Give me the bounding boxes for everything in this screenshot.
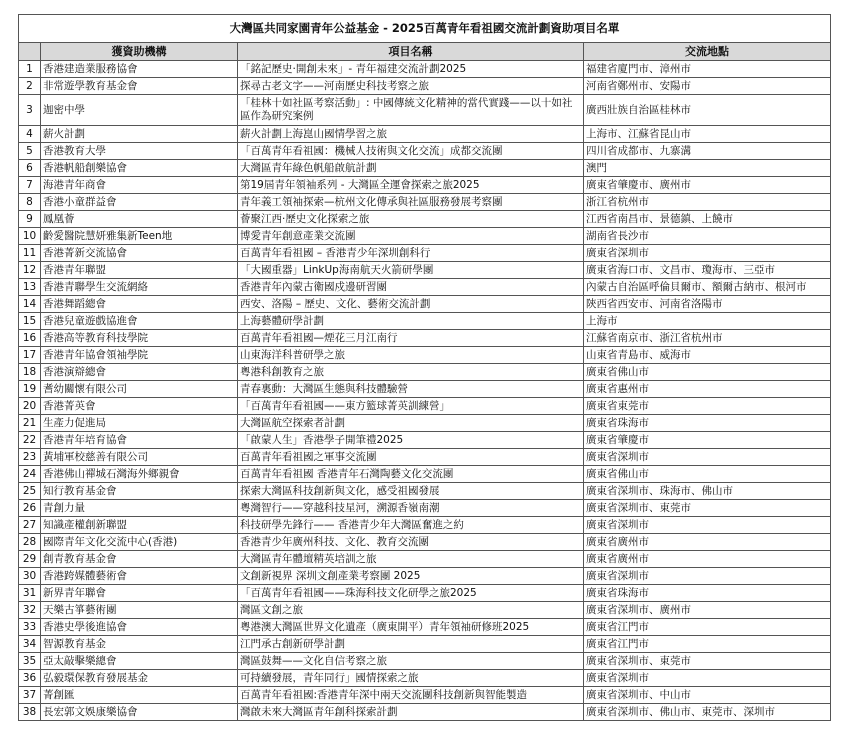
row-org: 香港史學後進協會 — [41, 619, 238, 636]
row-org: 國際青年文化交流中心(香港) — [41, 534, 238, 551]
row-place: 上海市 — [584, 313, 831, 330]
row-place: 廣東省深圳市 — [584, 449, 831, 466]
table-row — [19, 126, 831, 143]
row-project: 灣啟未來大灣區青年創科探索計劃 — [238, 704, 584, 721]
table-row — [19, 670, 831, 687]
table-row — [19, 364, 831, 381]
row-number: 20 — [19, 398, 41, 415]
row-number: 30 — [19, 568, 41, 585]
table-row — [19, 415, 831, 432]
row-org: 生產力促進局 — [41, 415, 238, 432]
table-row — [19, 61, 831, 78]
row-place: 廣東省東莞市 — [584, 398, 831, 415]
row-place: 廣東省海口市、文昌市、瓊海市、三亞市 — [584, 262, 831, 279]
header-place: 交流地點 — [584, 43, 831, 61]
row-project: 大灣區青年體壇精英培訓之旅 — [238, 551, 584, 568]
row-number: 6 — [19, 160, 41, 177]
row-org: 香港建造業服務協會 — [41, 61, 238, 78]
row-place: 廣東省佛山市 — [584, 466, 831, 483]
row-project: 「桂林十如社區考察活動」: 中國傳統文化精神的當代實踐——以十如社區作為研究案例 — [238, 95, 584, 126]
row-org: 薪火計劃 — [41, 126, 238, 143]
row-project: 香港青少年廣州科技、文化、教育交流團 — [238, 534, 584, 551]
row-org: 香港演辯總會 — [41, 364, 238, 381]
row-number: 12 — [19, 262, 41, 279]
table-row — [19, 483, 831, 500]
row-number: 3 — [19, 95, 41, 126]
row-org: 香港兒童遊戲協進會 — [41, 313, 238, 330]
row-org: 香港青年協會領袖學院 — [41, 347, 238, 364]
row-org: 香港舞蹈總會 — [41, 296, 238, 313]
row-number: 38 — [19, 704, 41, 721]
row-project: 山東海洋科普研學之旅 — [238, 347, 584, 364]
table-row — [19, 704, 831, 721]
row-place: 廣東省廣州市 — [584, 551, 831, 568]
row-number: 21 — [19, 415, 41, 432]
row-project: 「百萬青年看祖國——東方籃球菁英訓練營」 — [238, 398, 584, 415]
row-project: 「百萬青年看祖國——珠海科技文化研學之旅2025 — [238, 585, 584, 602]
funding-table — [18, 14, 831, 721]
row-project: 百萬青年看祖國:香港青年深中兩天交流團科技創新與智能製造 — [238, 687, 584, 704]
row-place: 江西省南昌市、景德鎮、上饒市 — [584, 211, 831, 228]
row-org: 知行教育基金會 — [41, 483, 238, 500]
row-place: 廣東省深圳市、東莞市 — [584, 500, 831, 517]
row-place: 廣東省珠海市 — [584, 585, 831, 602]
row-org: 香港教育大學 — [41, 143, 238, 160]
row-number: 11 — [19, 245, 41, 262]
row-number: 34 — [19, 636, 41, 653]
row-number: 36 — [19, 670, 41, 687]
table-row — [19, 279, 831, 296]
row-project: 粵灣智行——穿越科技星河，溯源香嶺南潮 — [238, 500, 584, 517]
row-org: 香港佛山禪城石灣海外鄉親會 — [41, 466, 238, 483]
row-number: 16 — [19, 330, 41, 347]
table-row — [19, 313, 831, 330]
table-row — [19, 228, 831, 245]
row-project: 粵港科創教育之旅 — [238, 364, 584, 381]
row-number: 14 — [19, 296, 41, 313]
table-row — [19, 466, 831, 483]
row-place: 福建省廈門市、漳州市 — [584, 61, 831, 78]
row-place: 河南省鄭州市、安陽市 — [584, 78, 831, 95]
table-row — [19, 381, 831, 398]
row-number: 18 — [19, 364, 41, 381]
row-place: 廣東省深圳市 — [584, 517, 831, 534]
row-number: 5 — [19, 143, 41, 160]
table-row — [19, 347, 831, 364]
row-place: 廣東省珠海市 — [584, 415, 831, 432]
row-number: 32 — [19, 602, 41, 619]
row-org: 亞太敲擊樂總會 — [41, 653, 238, 670]
table-row — [19, 143, 831, 160]
row-number: 9 — [19, 211, 41, 228]
row-number: 25 — [19, 483, 41, 500]
row-org: 智源教育基金 — [41, 636, 238, 653]
row-place: 廣東省惠州市 — [584, 381, 831, 398]
row-place: 廣東省深圳市 — [584, 245, 831, 262]
row-number: 19 — [19, 381, 41, 398]
row-project: 博愛青年創意產業交流團 — [238, 228, 584, 245]
row-place: 廣東省肇慶市 — [584, 432, 831, 449]
table-title: 大灣區共同家園青年公益基金 - 2025百萬青年看祖國交流計劃資助項目名單 — [19, 15, 831, 43]
row-project: 「大國重器」LinkUp海南航天火箭研學團 — [238, 262, 584, 279]
header-org: 獲資助機構 — [41, 43, 238, 61]
row-place: 上海市、江蘇省昆山市 — [584, 126, 831, 143]
table-row — [19, 432, 831, 449]
row-number: 2 — [19, 78, 41, 95]
row-org: 齡愛醫院慧妍雅集新Teen地 — [41, 228, 238, 245]
row-place: 廣東省深圳市 — [584, 670, 831, 687]
row-org: 鳳凰薈 — [41, 211, 238, 228]
row-org: 創青教育基金會 — [41, 551, 238, 568]
row-project: 青春裏動：大灣區生態與科技體驗營 — [238, 381, 584, 398]
row-org: 香港高等教育科技學院 — [41, 330, 238, 347]
row-org: 長宏郭文娛康樂協會 — [41, 704, 238, 721]
funding-list-sheet — [18, 14, 830, 721]
table-row — [19, 551, 831, 568]
table-row — [19, 619, 831, 636]
table-row — [19, 500, 831, 517]
table-row — [19, 330, 831, 347]
row-org: 香港青年聯盟 — [41, 262, 238, 279]
row-org: 新界青年聯會 — [41, 585, 238, 602]
table-row — [19, 534, 831, 551]
row-project: 探索大灣區科技創新與文化，感受祖國發展 — [238, 483, 584, 500]
row-number: 29 — [19, 551, 41, 568]
row-project: 可持續發展，青年同行」國情探索之旅 — [238, 670, 584, 687]
row-project: 薪火計劃上海崑山國情學習之旅 — [238, 126, 584, 143]
row-number: 33 — [19, 619, 41, 636]
row-place: 廣東省深圳市、珠海市、佛山市 — [584, 483, 831, 500]
row-number: 10 — [19, 228, 41, 245]
header-project: 項目名稱 — [238, 43, 584, 61]
row-org: 菁創匯 — [41, 687, 238, 704]
row-number: 15 — [19, 313, 41, 330]
table-row — [19, 517, 831, 534]
row-org: 香港青聯學生交流網絡 — [41, 279, 238, 296]
row-project: 香港青年內蒙古衛國戍邊研習團 — [238, 279, 584, 296]
row-place: 澳門 — [584, 160, 831, 177]
row-number: 31 — [19, 585, 41, 602]
header-row — [19, 43, 831, 61]
title-row — [19, 15, 831, 43]
row-number: 13 — [19, 279, 41, 296]
row-place: 廣東省深圳市 — [584, 568, 831, 585]
row-place: 廣東省江門市 — [584, 619, 831, 636]
row-org: 青創力量 — [41, 500, 238, 517]
row-number: 23 — [19, 449, 41, 466]
table-row — [19, 636, 831, 653]
row-number: 8 — [19, 194, 41, 211]
row-project: 西安、洛陽 – 歷史、文化、藝術交流計劃 — [238, 296, 584, 313]
table-row — [19, 160, 831, 177]
row-place: 廣東省廣州市 — [584, 534, 831, 551]
row-place: 廣東省肇慶市、廣州市 — [584, 177, 831, 194]
row-org: 香港青年培育協會 — [41, 432, 238, 449]
table-row — [19, 194, 831, 211]
table-row — [19, 568, 831, 585]
row-place: 廣東省深圳市、廣州市 — [584, 602, 831, 619]
row-project: 青年義工領袖探索—杭州文化傳承與社區服務發展考察團 — [238, 194, 584, 211]
table-row — [19, 653, 831, 670]
row-place: 廣東省深圳市、東莞市 — [584, 653, 831, 670]
row-place: 廣東省深圳市、中山市 — [584, 687, 831, 704]
row-org: 香港菁英會 — [41, 398, 238, 415]
row-project: 薈聚江西·歷史文化探索之旅 — [238, 211, 584, 228]
row-project: 百萬青年看祖國—煙花三月江南行 — [238, 330, 584, 347]
table-row — [19, 585, 831, 602]
row-place: 廣東省佛山市 — [584, 364, 831, 381]
row-project: 上海藝體研學計劃 — [238, 313, 584, 330]
row-project: 粵港澳大灣區世界文化遺產（廣東開平）青年領袖研修班2025 — [238, 619, 584, 636]
row-org: 海港青年商會 — [41, 177, 238, 194]
row-org: 香港跨媒體藝術會 — [41, 568, 238, 585]
row-project: 大灣區青年綠色帆船啟航計劃 — [238, 160, 584, 177]
row-org: 香港菁新交流協會 — [41, 245, 238, 262]
row-number: 7 — [19, 177, 41, 194]
row-number: 26 — [19, 500, 41, 517]
row-project: 江門承古創新研學計劃 — [238, 636, 584, 653]
row-project: 灣區文創之旅 — [238, 602, 584, 619]
table-row — [19, 78, 831, 95]
row-place: 陝西省西安市、河南省洛陽市 — [584, 296, 831, 313]
row-number: 35 — [19, 653, 41, 670]
table-row — [19, 296, 831, 313]
row-org: 耆幼關懷有限公司 — [41, 381, 238, 398]
row-project: 「銘記歷史‧開創未來」- 青年福建交流計劃2025 — [238, 61, 584, 78]
row-project: 第19屆青年領袖系列 - 大灣區全運會探索之旅2025 — [238, 177, 584, 194]
row-project: 「啟蒙人生」香港學子開筆禮2025 — [238, 432, 584, 449]
table-row — [19, 262, 831, 279]
row-place: 江蘇省南京市、浙江省杭州市 — [584, 330, 831, 347]
row-place: 浙江省杭州市 — [584, 194, 831, 211]
row-number: 1 — [19, 61, 41, 78]
row-place: 內蒙古自治區呼倫貝爾市、額爾古納市、根河市 — [584, 279, 831, 296]
row-project: 文創新視界 深圳文創產業考察團 2025 — [238, 568, 584, 585]
row-place: 山東省青島市、威海市 — [584, 347, 831, 364]
row-place: 廣東省江門市 — [584, 636, 831, 653]
row-project: 百萬青年看祖國 – 香港青少年深圳創科行 — [238, 245, 584, 262]
row-place: 廣西壯族自治區桂林市 — [584, 95, 831, 126]
row-project: 百萬青年看祖國 香港青年石灣陶藝文化交流團 — [238, 466, 584, 483]
row-org: 弘毅環保教育發展基金 — [41, 670, 238, 687]
row-number: 37 — [19, 687, 41, 704]
row-project: 大灣區航空探索者計劃 — [238, 415, 584, 432]
row-org: 知識產權創新聯盟 — [41, 517, 238, 534]
row-number: 4 — [19, 126, 41, 143]
table-row — [19, 398, 831, 415]
row-number: 27 — [19, 517, 41, 534]
row-project: 「百萬青年看祖國：機械人技術與文化交流」成都交流團 — [238, 143, 584, 160]
row-project: 灣區鼓舞——文化自信考察之旅 — [238, 653, 584, 670]
row-org: 黃埔軍校慈善有限公司 — [41, 449, 238, 466]
row-place: 四川省成都市、九寨溝 — [584, 143, 831, 160]
table-row — [19, 95, 831, 126]
row-number: 28 — [19, 534, 41, 551]
row-org: 香港帆船創樂協會 — [41, 160, 238, 177]
row-org: 天樂古箏藝術團 — [41, 602, 238, 619]
row-org: 非常遊學教育基金會 — [41, 78, 238, 95]
table-row — [19, 245, 831, 262]
row-place: 廣東省深圳市、佛山市、東莞市、深圳市 — [584, 704, 831, 721]
table-row — [19, 177, 831, 194]
row-org: 香港小童群益會 — [41, 194, 238, 211]
header-no — [19, 43, 41, 61]
table-row — [19, 211, 831, 228]
table-row — [19, 602, 831, 619]
table-row — [19, 687, 831, 704]
row-place: 湖南省長沙市 — [584, 228, 831, 245]
row-project: 探尋古老文字——河南歷史科技考察之旅 — [238, 78, 584, 95]
row-project: 百萬青年看祖國之軍事交流團 — [238, 449, 584, 466]
row-number: 24 — [19, 466, 41, 483]
table-row — [19, 449, 831, 466]
row-project: 科技研學先鋒行—— 香港青少年大灣區奮進之約 — [238, 517, 584, 534]
row-org: 迦密中學 — [41, 95, 238, 126]
row-number: 22 — [19, 432, 41, 449]
row-number: 17 — [19, 347, 41, 364]
